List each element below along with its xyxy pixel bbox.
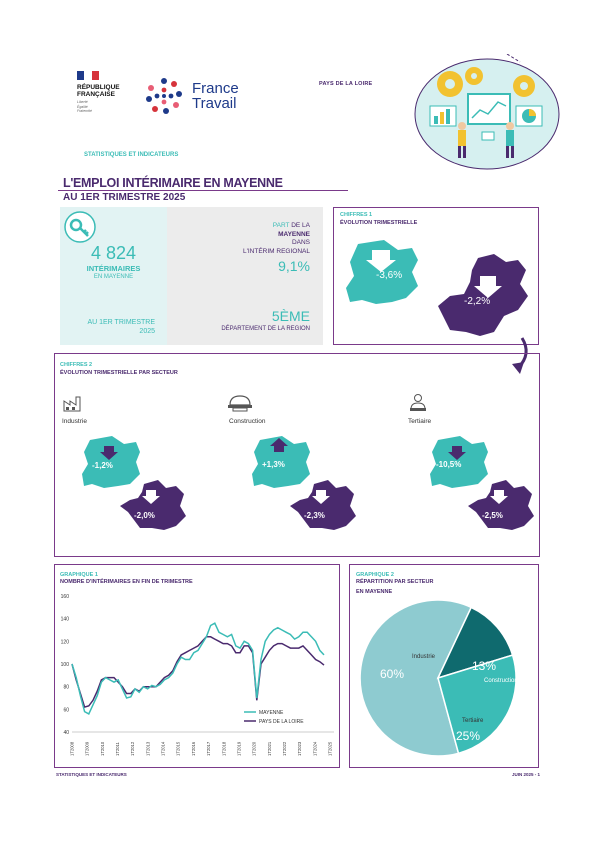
y-tick-label: 160 — [60, 594, 69, 600]
x-tick-label: 1T2009 — [84, 741, 90, 756]
x-tick-label: 1T2017 — [206, 741, 212, 756]
series-line — [72, 623, 324, 714]
region-evolution-industrie: -2,0% — [134, 511, 155, 520]
x-tick-label: 1T2024 — [312, 741, 318, 756]
republique-name-line1: RÉPUBLIQUE — [77, 84, 120, 91]
dashboard-screen — [468, 94, 510, 124]
legend-label: PAYS DE LA LOIRE — [259, 719, 304, 725]
pie-chart — [350, 598, 538, 766]
chiffres2-title: CHIFFRES 2 — [60, 362, 93, 368]
pie-category-label: Industrie — [412, 654, 436, 660]
brand-name — [192, 81, 239, 111]
office-worker-icon — [407, 393, 429, 413]
republique-name-line2: FRANÇAISE — [77, 91, 115, 98]
brand-line2: Travail — [192, 95, 237, 112]
legend-label: MAYENNE — [259, 710, 284, 716]
share-in: DANS — [291, 239, 310, 246]
y-tick-label: 60 — [63, 707, 69, 714]
share-label — [175, 222, 310, 256]
mayenne-evolution-industrie: -1,2% — [92, 461, 113, 470]
x-tick-label: 1T2013 — [145, 741, 151, 756]
region-map — [438, 254, 528, 336]
graph1-subtitle: NOMBRE D'INTÉRIMAIRES EN FIN DE TRIMESTRE — [60, 579, 193, 585]
republique-motto-3: Fraternité — [77, 109, 92, 113]
sector-maps-tertiaire — [428, 432, 538, 532]
share-label-pre: PART — [272, 222, 290, 229]
france-travail-logo-icon — [144, 76, 184, 116]
chiffres1-maps — [340, 236, 536, 342]
x-tick-label: 1T2021 — [266, 741, 272, 756]
count-label: INTÉRIMAIRES — [86, 264, 141, 273]
x-tick-label: 1T2020 — [251, 741, 257, 756]
chiffres1-title: CHIFFRES 1 — [340, 212, 373, 218]
x-tick-label: 1T2015 — [175, 741, 181, 756]
footer-left: STATISTIQUES ET INDICATEURS — [56, 772, 127, 777]
x-tick-label: 1T2008 — [69, 741, 75, 756]
mayenne-evolution-construction: +1,3% — [262, 460, 285, 469]
region-evolution: -2,2% — [464, 296, 491, 307]
mayenne-evolution: -3,6% — [376, 270, 403, 281]
x-tick-label: 1T2023 — [297, 741, 303, 756]
sector-label-construction: Construction — [229, 418, 266, 425]
x-tick-label: 1T2018 — [221, 741, 227, 756]
chiffres1-subtitle: ÉVOLUTION TRIMESTRIELLE — [340, 220, 418, 226]
sector-label-industrie: Industrie — [62, 418, 87, 425]
y-tick-label: 140 — [60, 616, 69, 623]
pie-value-label: 25% — [456, 729, 481, 743]
count-value: 4 824 — [90, 243, 137, 263]
region-map-construction — [290, 480, 356, 530]
key-icon — [64, 211, 96, 243]
x-tick-label: 1T2022 — [281, 741, 287, 756]
sector-label-tertiaire: Tertiaire — [408, 418, 432, 425]
brand-line1: France — [192, 80, 239, 97]
share-label-post: DE LA — [291, 222, 310, 229]
helmet-icon — [227, 393, 253, 413]
y-tick-label: 40 — [63, 730, 69, 736]
y-tick-label: 120 — [60, 639, 69, 646]
pie-value-label: 60% — [380, 667, 405, 681]
graph2-subtitle1: RÉPARTITION PAR SECTEUR — [356, 579, 434, 585]
share-dept: MAYENNE — [278, 230, 310, 238]
count-sub: EN MAYENNE — [93, 274, 134, 280]
x-tick-label: 1T2025 — [327, 741, 333, 756]
x-tick-label: 1T2014 — [160, 741, 166, 756]
x-tick-label: 1T2019 — [236, 741, 242, 756]
chiffres2-subtitle: ÉVOLUTION TRIMESTRIELLE PAR SECTEUR — [60, 370, 178, 376]
region-label: PAYS DE LA LOIRE — [319, 81, 373, 87]
mayenne-evolution-tertiaire: -10,5% — [436, 460, 462, 469]
region-map-industrie — [120, 480, 186, 530]
series-line — [72, 637, 324, 707]
republique-logo — [77, 71, 137, 121]
republique-motto-2: Égalité — [77, 104, 88, 109]
republique-motto-1: Liberté — [77, 100, 88, 104]
header-illustration — [412, 54, 562, 172]
graph2-subtitle2: EN MAYENNE — [356, 589, 393, 595]
person-icon — [458, 122, 466, 130]
period-line2: 2025 — [139, 328, 155, 335]
pie-category-label: Tertiaire — [462, 718, 484, 724]
line-chart — [56, 588, 338, 766]
y-tick-label: 80 — [63, 684, 69, 691]
rank-value: 5ÈME — [271, 308, 310, 324]
page-title: L'EMPLOI INTÉRIMAIRE EN MAYENNE — [63, 176, 283, 190]
sector-maps-industrie — [80, 432, 190, 532]
region-evolution-construction: -2,3% — [304, 511, 325, 520]
sector-maps-construction — [250, 432, 360, 532]
person-icon-2 — [506, 122, 514, 130]
rank-label: DÉPARTEMENT DE LA REGION — [221, 326, 310, 332]
x-tick-label: 1T2016 — [190, 741, 196, 756]
region-evolution-tertiaire: -2,5% — [482, 511, 503, 520]
flag-icon — [77, 71, 99, 80]
graph2-title: GRAPHIQUE 2 — [356, 572, 394, 578]
page-subtitle: AU 1ER TRIMESTRE 2025 — [63, 192, 186, 203]
pie-category-label: Construction — [484, 678, 518, 684]
x-tick-label: 1T2010 — [99, 741, 105, 756]
share-scope: L'INTÉRIM REGIONAL — [243, 247, 310, 255]
graph1-title: GRAPHIQUE 1 — [60, 572, 98, 578]
pie-value-label: 13% — [472, 659, 497, 673]
footer-right: JUIN 2025 - 1 — [511, 772, 540, 777]
region-map-tertiaire — [468, 480, 534, 530]
factory-icon — [62, 393, 86, 413]
x-tick-label: 1T2012 — [130, 741, 136, 756]
x-tick-label: 1T2011 — [115, 742, 121, 756]
section-label: STATISTIQUES ET INDICATEURS — [84, 152, 179, 158]
period-line1: AU 1ER TRIMESTRE — [87, 319, 155, 326]
share-value: 9,1% — [278, 258, 310, 274]
y-tick-label: 100 — [60, 662, 69, 668]
